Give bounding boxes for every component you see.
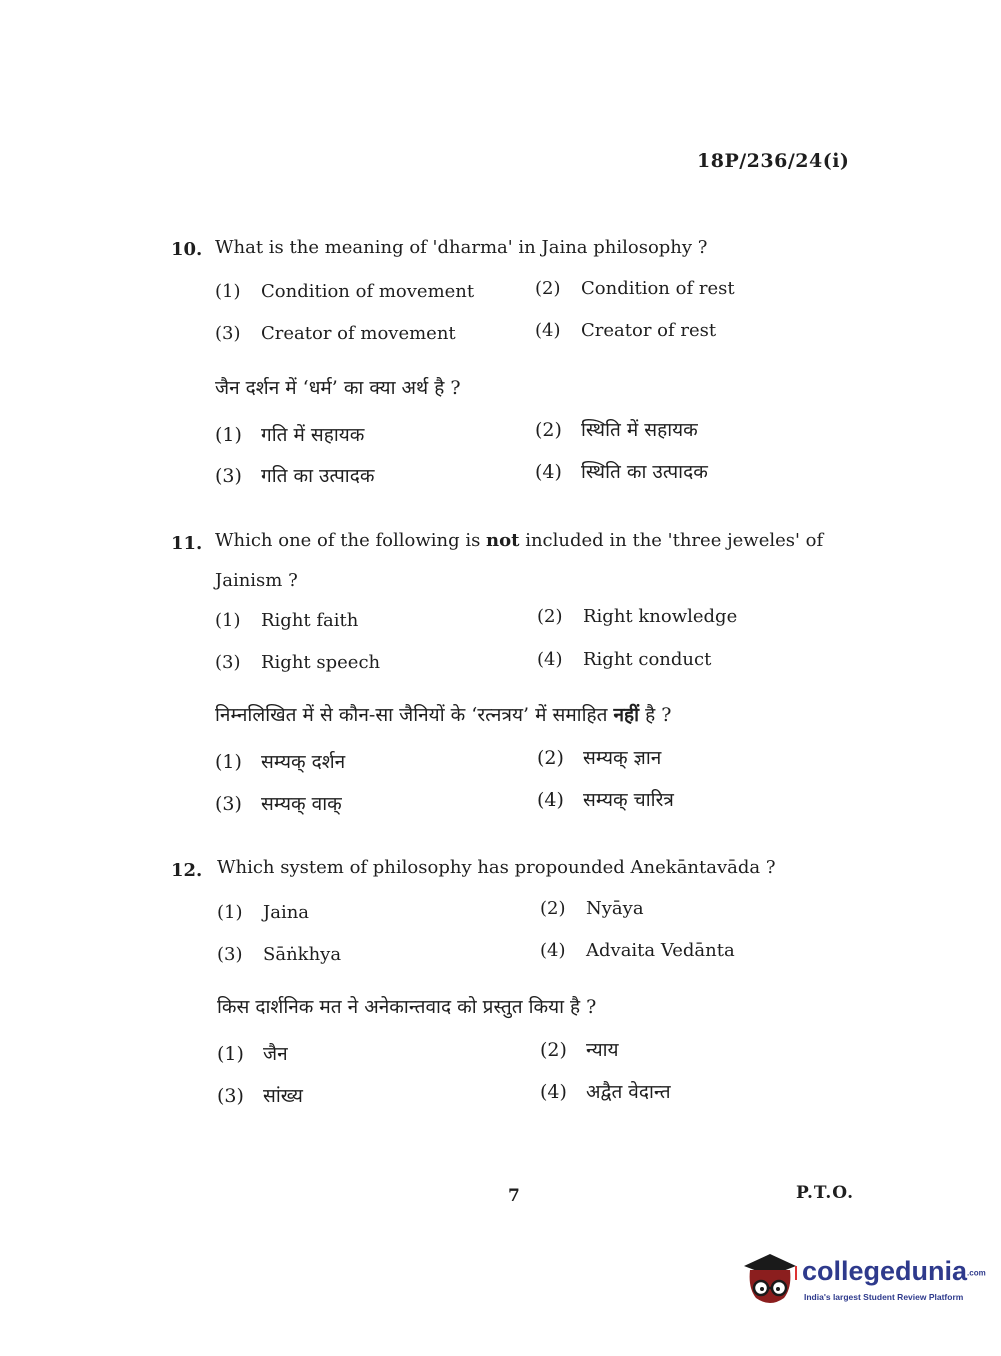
option-item-hindi: (4) अद्वैत वेदान्त xyxy=(540,1081,671,1103)
question-number: 11. xyxy=(171,533,203,554)
paper-code: 18P/236/24(i) xyxy=(697,150,850,172)
option-item-hindi: (1) सम्यक् दर्शन xyxy=(215,751,346,773)
option-item: (2) Right knowledge xyxy=(537,606,738,627)
mascot-icon xyxy=(740,1248,800,1312)
question-text-hindi: निम्नलिखित में से कौन-सा जैनियों के ‘रत्नत्रय’ में समाहित नहीं है ? xyxy=(215,704,672,726)
collegedunia-logo xyxy=(740,1248,986,1312)
option-item: (4) Creator of rest xyxy=(535,320,717,341)
option-item-hindi: (4) सम्यक् चारित्र xyxy=(537,789,674,811)
option-item-hindi: (3) गति का उत्पादक xyxy=(215,465,375,487)
option-item-hindi: (2) स्थिति में सहायक xyxy=(535,419,698,441)
option-item: (2) Nyāya xyxy=(540,898,644,919)
question-text: Which one of the following is not included in the 'three jeweles' of xyxy=(215,530,824,551)
question-text-line2: Jainism ? xyxy=(215,570,298,591)
option-item-hindi: (1) जैन xyxy=(217,1043,288,1065)
brand-tagline: India's largest Student Review Platform xyxy=(804,1292,964,1302)
brand-name: collegedunia.com xyxy=(802,1256,986,1286)
question-text-hindi: जैन दर्शन में ‘धर्म’ का क्या अर्थ है ? xyxy=(215,377,461,399)
question-number: 10. xyxy=(171,239,203,260)
option-item: (2) Condition of rest xyxy=(535,278,735,299)
option-item: (3) Creator of movement xyxy=(215,323,456,344)
option-item-hindi: (2) सम्यक् ज्ञान xyxy=(537,747,662,769)
question-text: What is the meaning of 'dharma' in Jaina philosophy ? xyxy=(215,237,708,258)
pto-label: P.T.O. xyxy=(796,1183,854,1203)
option-item: (3) Right speech xyxy=(215,652,381,673)
question-text-hindi: किस दार्शनिक मत ने अनेकान्तवाद को प्रस्तुत किया है ? xyxy=(217,996,597,1018)
option-item: (4) Right conduct xyxy=(537,649,712,670)
option-item: (1) Right faith xyxy=(215,610,359,631)
question-text: Which system of philosophy has propounded Anekāntavāda ? xyxy=(217,857,776,878)
question-number: 12. xyxy=(171,860,203,881)
option-item: (1) Jaina xyxy=(217,902,310,923)
option-item: (3) Sāṅkhya xyxy=(217,944,342,965)
option-item: (4) Advaita Vedānta xyxy=(540,940,735,961)
option-item-hindi: (3) सम्यक् वाक् xyxy=(215,793,342,815)
option-item-hindi: (4) स्थिति का उत्पादक xyxy=(535,461,708,483)
page-number: 7 xyxy=(508,1186,520,1206)
option-item: (1) Condition of movement xyxy=(215,281,475,302)
option-item-hindi: (1) गति में सहायक xyxy=(215,424,365,446)
option-item-hindi: (3) सांख्य xyxy=(217,1085,303,1107)
option-item-hindi: (2) न्याय xyxy=(540,1039,619,1061)
